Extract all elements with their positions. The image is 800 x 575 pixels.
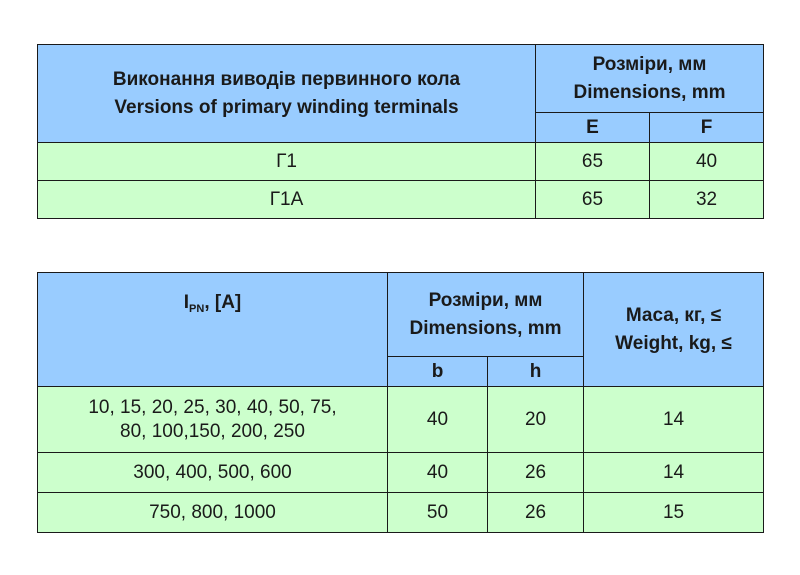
- cell-rated-current: [38, 387, 388, 453]
- cell-version: Г1А: [38, 181, 536, 219]
- header-terminal-versions: [38, 45, 536, 143]
- header-dimensions-uk: Розміри, мм: [592, 53, 707, 75]
- header-dimensions: [536, 45, 764, 113]
- cell-h: 26: [488, 493, 584, 533]
- cell-b: 50: [388, 493, 488, 533]
- header-h: h: [488, 357, 584, 387]
- cell-b: 40: [388, 387, 488, 453]
- cell-mass: 15: [584, 493, 764, 533]
- header-dimensions-en: Dimensions, mm: [409, 317, 562, 339]
- cell-h: 20: [488, 387, 584, 453]
- cell-e: 65: [536, 181, 650, 219]
- current-dimensions-table: [37, 272, 764, 533]
- cell-h: 26: [488, 453, 584, 493]
- table-row: [38, 453, 764, 493]
- cell-rated-current: 300, 400, 500, 600: [38, 453, 388, 493]
- header-mass-uk: Маса, кг, ≤: [625, 304, 722, 326]
- header-dimensions-en: Dimensions, mm: [573, 81, 726, 103]
- cell-rated-current-line2: 80, 100,150, 200, 250: [120, 420, 305, 442]
- header-b: b: [388, 357, 488, 387]
- cell-f: 32: [650, 181, 764, 219]
- header-mass: [584, 273, 764, 387]
- table-row: [38, 387, 764, 453]
- header-terminal-versions-uk: Виконання виводів первинного кола: [112, 68, 461, 90]
- header-rated-current: [38, 273, 388, 387]
- cell-version: Г1: [38, 143, 536, 181]
- cell-rated-current-line1: 10, 15, 20, 25, 30, 40, 50, 75,: [88, 396, 337, 418]
- table-row: [38, 143, 764, 181]
- header-terminal-versions-en: Versions of primary winding terminals: [114, 96, 459, 118]
- header-ipn-main: I: [183, 292, 190, 313]
- header-dimensions-uk: Розміри, мм: [428, 289, 543, 311]
- table-row: [38, 181, 764, 219]
- header-ipn-sub: PN: [189, 303, 205, 315]
- cell-f: 40: [650, 143, 764, 181]
- cell-mass: 14: [584, 387, 764, 453]
- header-mass-en: Weight, kg, ≤: [615, 332, 732, 354]
- cell-e: 65: [536, 143, 650, 181]
- table-row: [38, 493, 764, 533]
- header-ipn-unit: , [A]: [204, 292, 242, 313]
- header-f: F: [650, 113, 764, 143]
- header-e: E: [536, 113, 650, 143]
- cell-rated-current: 750, 800, 1000: [38, 493, 388, 533]
- cell-mass: 14: [584, 453, 764, 493]
- header-dimensions: [388, 273, 584, 357]
- cell-b: 40: [388, 453, 488, 493]
- terminal-versions-table: [37, 44, 764, 219]
